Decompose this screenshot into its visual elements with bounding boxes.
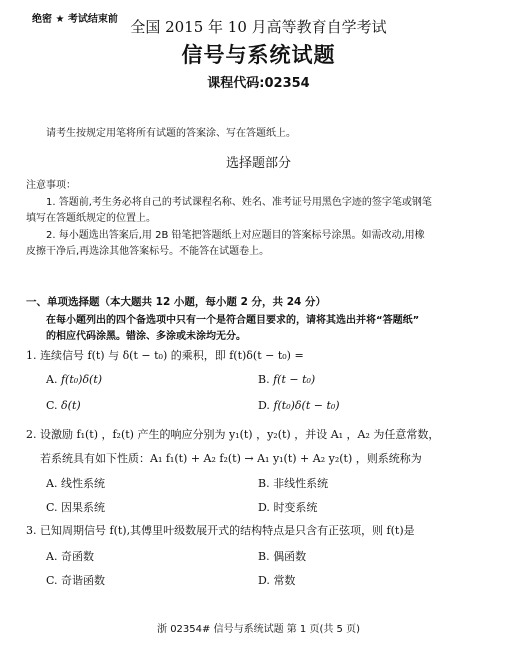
option-label: A. xyxy=(46,373,58,386)
question-2 xyxy=(26,426,439,442)
part-1-description-line-1: 在每小题列出的四个备选项中只有一个是符合题目要求的，请将其选出并将“答题纸” xyxy=(46,315,420,326)
option-label: A. xyxy=(46,550,58,563)
question-number: 2. xyxy=(26,428,37,441)
page-footer: 浙 02354# 信号与系统试题 第 1 页(共 5 页) xyxy=(157,624,360,635)
option-b xyxy=(258,548,306,564)
option-text: 偶函数 xyxy=(273,550,307,563)
option-text: 因果系统 xyxy=(61,501,106,514)
note-item-1-line-1: 1. 答题前,考生务必将自己的考试课程名称、姓名、准考证号用黑色字迹的签字笔或钢笔 xyxy=(46,197,432,208)
question-3 xyxy=(26,522,415,538)
option-text: 奇谐函数 xyxy=(61,574,106,587)
question-2-line-2: 若系统具有如下性质：A₁ f₁(t) + A₂ f₂(t) → A₁ y₁(t) + A₂ y₂(t) ，则系统称为 xyxy=(40,452,422,465)
option-d xyxy=(258,499,317,515)
option-label: D. xyxy=(258,574,270,587)
option-label: C. xyxy=(46,501,58,514)
part-1-description-line-2: 的相应代码涂黑。错涂、多涂或未涂均无分。 xyxy=(46,331,246,342)
note-item-1-line-2: 填写在答题纸规定的位置上。 xyxy=(26,213,156,224)
question-1 xyxy=(26,347,304,363)
option-label: D. xyxy=(258,399,270,412)
option-c xyxy=(46,572,105,588)
option-a xyxy=(46,548,94,564)
option-a xyxy=(46,475,105,491)
option-text: δ(t) xyxy=(61,399,81,412)
option-label: C. xyxy=(46,399,58,412)
question-number: 3. xyxy=(26,524,37,537)
option-text: f(t₀)δ(t − t₀) xyxy=(273,399,340,412)
option-b xyxy=(258,475,328,491)
question-text: 已知周期信号 f(t),其傅里叶级数展开式的结构特点是只含有正弦项，则 f(t)是 xyxy=(40,524,415,537)
option-label: C. xyxy=(46,574,58,587)
note-item-2-line-1: 2. 每小题选出答案后,用 2B 铅笔把答题纸上对应题目的答案标号涂黑。如需改动,用橡 xyxy=(46,230,425,241)
subject-title: 信号与系统试题 xyxy=(181,43,336,67)
exam-title: 全国 2015 年 10 月高等教育自学考试 xyxy=(130,18,387,36)
notes-title: 注意事项： xyxy=(26,180,76,191)
option-d xyxy=(258,572,295,588)
option-text: f(t − t₀) xyxy=(273,373,316,386)
option-c xyxy=(46,499,105,515)
option-c xyxy=(46,399,81,412)
question-text: 设激励 f₁(t) ，f₂(t) 产生的响应分别为 y₁(t) ，y₂(t) ，并设 A₁ ，A₂ 为任意常数， xyxy=(40,428,440,441)
option-label: B. xyxy=(258,373,270,386)
note-item-2-line-2: 皮擦干净后,再选涂其他答案标号。不能答在试题卷上。 xyxy=(26,246,270,257)
course-code: 课程代码:02354 xyxy=(207,76,310,91)
part-1-heading: 一、单项选择题（本大题共 12 小题，每小题 2 分，共 24 分） xyxy=(26,296,326,308)
option-label: B. xyxy=(258,550,270,563)
option-text: 线性系统 xyxy=(60,477,105,490)
option-label: B. xyxy=(258,477,270,490)
confidential-label: 绝密 ★ 考试结束前 xyxy=(32,14,118,25)
option-a xyxy=(46,373,102,386)
option-text: f(t₀)δ(t) xyxy=(60,373,103,386)
option-text: 非线性系统 xyxy=(273,477,329,490)
section-title: 选择题部分 xyxy=(225,156,291,171)
option-d xyxy=(258,399,340,412)
option-text: 常数 xyxy=(273,574,296,587)
option-label: D. xyxy=(258,501,270,514)
option-text: 奇函数 xyxy=(60,550,94,563)
question-text: 连续信号 f(t) 与 δ(t − t₀) 的乘积，即 f(t)δ(t − t₀) = xyxy=(40,349,304,362)
question-number: 1. xyxy=(26,349,37,362)
option-text: 时变系统 xyxy=(273,501,318,514)
option-b xyxy=(258,373,315,386)
option-label: A. xyxy=(46,477,58,490)
answer-instruction: 请考生按规定用笔将所有试题的答案涂、写在答题纸上。 xyxy=(46,128,296,139)
